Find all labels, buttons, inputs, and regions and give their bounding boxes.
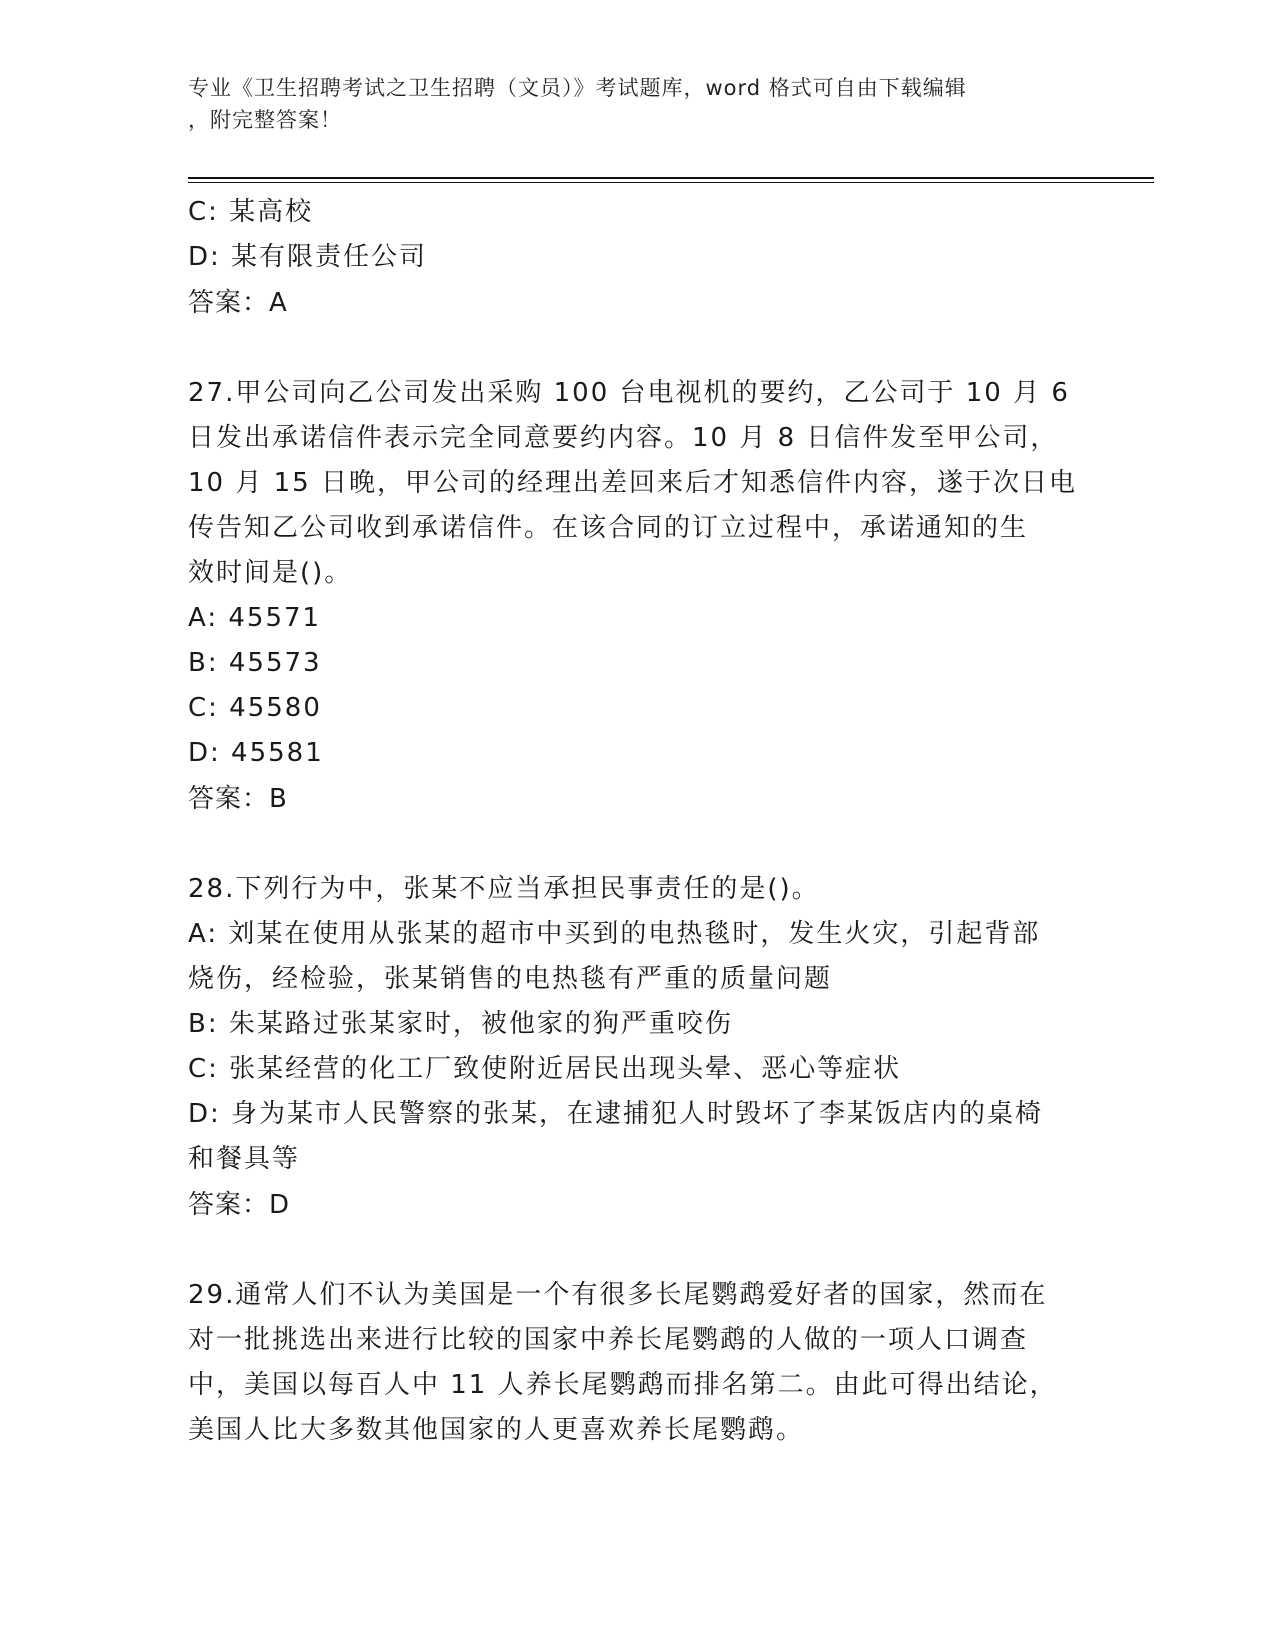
option-c: C: 某高校: [188, 197, 314, 227]
question-stem-line: 对一批挑选出来进行比较的国家中养长尾鹦鹉的人做的一项人口调查: [188, 1325, 1029, 1355]
option-d: D: 45581: [188, 738, 324, 768]
answer: 答案：D: [188, 1190, 291, 1220]
option-d: D: 某有限责任公司: [188, 242, 428, 272]
option-a: A: 刘某在使用从张某的超市中买到的电热毯时，发生火灾，引起背部: [188, 919, 1041, 949]
option-d-continued: 和餐具等: [188, 1144, 301, 1174]
question-stem-line: 美国人比大多数其他国家的人更喜欢养长尾鹦鹉。: [188, 1415, 805, 1445]
question-stem-line: 29.通常人们不认为美国是一个有很多长尾鹦鹉爱好者的国家，然而在: [188, 1280, 1048, 1310]
spacer: [188, 326, 1088, 371]
question-stem-line: 27.甲公司向乙公司发出采购 100 台电视机的要约，乙公司于 10 月 6: [188, 378, 1070, 408]
document-body: [188, 190, 1088, 1453]
question-stem-line: 传告知乙公司收到承诺信件。在该合同的订立过程中，承诺通知的生: [188, 513, 1029, 543]
question-27: [188, 371, 1088, 822]
question-stem: 28.下列行为中，张某不应当承担民事责任的是()。: [188, 874, 820, 904]
header-line-1: 专业《卫生招聘考试之卫生招聘（文员）》考试题库，word 格式可自由下载编辑: [188, 76, 967, 100]
option-d: D: 身为某市人民警察的张某，在逮捕犯人时毁坏了李某饭店内的桌椅: [188, 1099, 1044, 1129]
answer: 答案：A: [188, 288, 288, 318]
document-header: [188, 72, 1068, 136]
spacer: [188, 822, 1088, 867]
header-rule-thin: [188, 182, 1154, 183]
question-stem-line: 日发出承诺信件表示完全同意要约内容。10 月 8 日信件发至甲公司，: [188, 423, 1059, 453]
question-stem-line: 效时间是()。: [188, 558, 353, 588]
option-c: C: 45580: [188, 693, 322, 723]
option-a: A: 45571: [188, 603, 322, 633]
spacer: [188, 1228, 1088, 1273]
option-a-continued: 烧伤，经检验，张某销售的电热毯有严重的质量问题: [188, 964, 833, 994]
answer: 答案：B: [188, 784, 288, 814]
option-c: C: 张某经营的化工厂致使附近居民出现头晕、恶心等症状: [188, 1054, 902, 1084]
header-line-2: ，附完整答案！: [188, 108, 342, 132]
question-stem-line: 中，美国以每百人中 11 人养长尾鹦鹉而排名第二。由此可得出结论，: [188, 1370, 1058, 1400]
question-29: [188, 1273, 1088, 1453]
question-28: [188, 867, 1088, 1228]
header-rule-thick: [188, 177, 1154, 179]
option-b: B: 45573: [188, 648, 322, 678]
option-b: B: 朱某路过张某家时，被他家的狗严重咬伤: [188, 1009, 733, 1039]
question-stem-line: 10 月 15 日晚，甲公司的经理出差回来后才知悉信件内容，遂于次日电: [188, 468, 1077, 498]
question-26-tail: [188, 190, 1088, 326]
